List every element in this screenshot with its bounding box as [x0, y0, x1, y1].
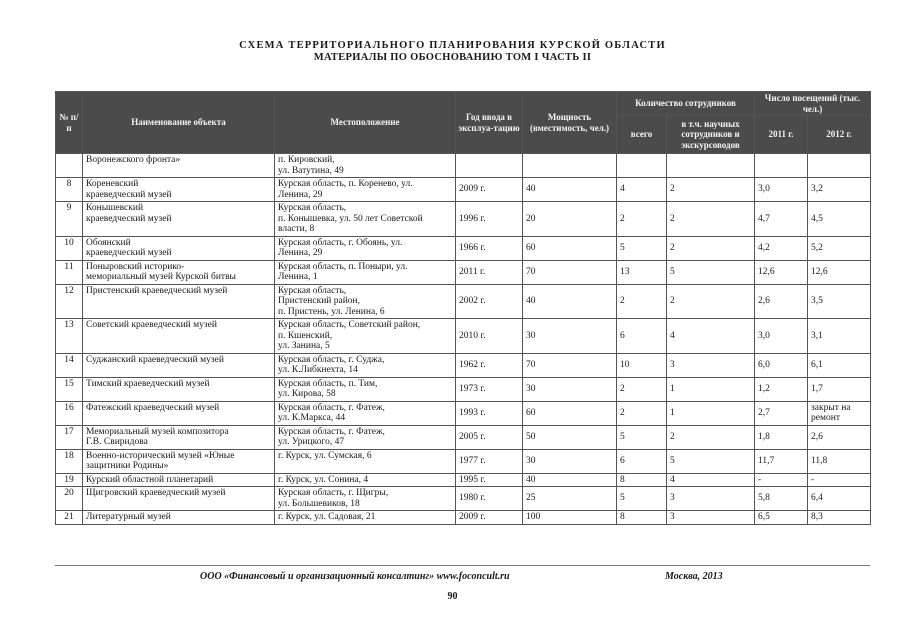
row-name: Пристенский краеведческий музей: [83, 284, 275, 319]
header-name: Наименование объекта: [83, 92, 275, 154]
header-staff-guides: в т.ч. научных сотрудников и экскурсоводов: [667, 116, 755, 154]
table-row: [56, 202, 871, 237]
row-year: 1962 г.: [456, 353, 523, 377]
row-num: 17: [56, 425, 83, 449]
row-capacity: 30: [523, 319, 617, 354]
row-location: п. Кировский, ул. Ватутина, 49: [275, 154, 456, 178]
row-capacity: [523, 154, 617, 178]
table-row: [56, 473, 871, 487]
footer-city-year: Москва, 2013: [665, 571, 723, 582]
row-year: 1977 г.: [456, 449, 523, 473]
row-year: 1993 г.: [456, 401, 523, 425]
row-year: 2011 г.: [456, 260, 523, 284]
row-year: 2005 г.: [456, 425, 523, 449]
row-year: 2009 г.: [456, 178, 523, 202]
row-year: 1973 г.: [456, 377, 523, 401]
footer-company: ООО «Финансовый и организационный консалтинг» www.foconcult.ru: [200, 571, 510, 582]
row-visits-2012: [808, 154, 871, 178]
row-visits-2012: 6,1: [808, 353, 871, 377]
row-location: Курская область, г. Фатеж, ул. Урицкого, 47: [275, 425, 456, 449]
table-header: [56, 92, 871, 154]
row-visits-2012: 3,2: [808, 178, 871, 202]
table-row: [56, 154, 871, 178]
header-staff-group: Количество сотрудников: [617, 92, 755, 116]
row-capacity: 50: [523, 425, 617, 449]
table-body: [56, 154, 871, 525]
row-location: Курская область, г. Обоянь, ул. Ленина, 29: [275, 236, 456, 260]
row-staff-total: [617, 154, 667, 178]
header-year: Год ввода в эксплуа-тацию: [456, 92, 523, 154]
row-visits-2012: -: [808, 473, 871, 487]
row-visits-2012: 6,4: [808, 487, 871, 511]
row-visits-2011: 3,0: [755, 178, 808, 202]
header-location: Местоположение: [275, 92, 456, 154]
row-visits-2012: 8,3: [808, 511, 871, 525]
footer-divider: [55, 565, 870, 566]
row-staff-total: 5: [617, 487, 667, 511]
row-staff-guides: 5: [667, 449, 755, 473]
row-name: Мемориальный музей композитора Г.В. Свиридова: [83, 425, 275, 449]
table-row: [56, 511, 871, 525]
row-name: Советский краеведческий музей: [83, 319, 275, 354]
row-staff-guides: [667, 154, 755, 178]
row-name: Тимский краеведческий музей: [83, 377, 275, 401]
row-staff-guides: 1: [667, 377, 755, 401]
row-staff-guides: 2: [667, 202, 755, 237]
row-year: [456, 154, 523, 178]
document-title: СХЕМА ТЕРРИТОРИАЛЬНОГО ПЛАНИРОВАНИЯ КУРСКОЙ ОБЛАСТИ: [239, 40, 666, 51]
row-staff-total: 6: [617, 449, 667, 473]
document-subtitle: МАТЕРИАЛЫ ПО ОБОСНОВАНИЮ ТОМ I ЧАСТЬ II: [313, 52, 592, 63]
row-num: 19: [56, 473, 83, 487]
row-visits-2011: 2,6: [755, 284, 808, 319]
row-location: Курская область, г. Суджа, ул. К.Либкнехта, 14: [275, 353, 456, 377]
row-staff-guides: 2: [667, 178, 755, 202]
row-location: Курская область, г. Фатеж, ул. К.Маркса, 44: [275, 401, 456, 425]
row-staff-total: 13: [617, 260, 667, 284]
row-staff-guides: 2: [667, 284, 755, 319]
row-staff-total: 2: [617, 401, 667, 425]
row-staff-guides: 3: [667, 353, 755, 377]
row-name: Кореневский краеведческий музей: [83, 178, 275, 202]
row-year: 2002 г.: [456, 284, 523, 319]
row-capacity: 20: [523, 202, 617, 237]
row-name: Военно-исторический музей «Юные защитники Родины»: [83, 449, 275, 473]
row-staff-total: 2: [617, 377, 667, 401]
row-staff-guides: 3: [667, 511, 755, 525]
row-visits-2012: закрыт на ремонт: [808, 401, 871, 425]
row-staff-total: 4: [617, 178, 667, 202]
table-row: [56, 425, 871, 449]
table-row: [56, 487, 871, 511]
row-visits-2012: 5,2: [808, 236, 871, 260]
table-row: [56, 284, 871, 319]
row-num: 16: [56, 401, 83, 425]
row-num: 15: [56, 377, 83, 401]
row-staff-total: 5: [617, 425, 667, 449]
row-staff-total: 8: [617, 473, 667, 487]
row-visits-2012: 12,6: [808, 260, 871, 284]
header-num: № п/п: [56, 92, 83, 154]
row-capacity: 100: [523, 511, 617, 525]
row-num: 11: [56, 260, 83, 284]
row-capacity: 30: [523, 449, 617, 473]
header-visits-2011: 2011 г.: [755, 116, 808, 154]
table-row: [56, 401, 871, 425]
row-num: 21: [56, 511, 83, 525]
row-visits-2012: 4,5: [808, 202, 871, 237]
row-visits-2011: [755, 154, 808, 178]
page-number: 90: [447, 591, 458, 602]
table-row: [56, 236, 871, 260]
row-visits-2011: 11,7: [755, 449, 808, 473]
header-visits-2012: 2012 г.: [808, 116, 871, 154]
row-staff-guides: 1: [667, 401, 755, 425]
row-location: Курская область, г. Щигры, ул. Большевиков, 18: [275, 487, 456, 511]
row-visits-2012: 3,5: [808, 284, 871, 319]
row-capacity: 40: [523, 284, 617, 319]
row-year: 1995 г.: [456, 473, 523, 487]
row-visits-2011: -: [755, 473, 808, 487]
row-location: Курская область, п. Поныри, ул. Ленина, 1: [275, 260, 456, 284]
row-staff-total: 2: [617, 202, 667, 237]
row-num: 13: [56, 319, 83, 354]
row-name: Фатежский краеведческий музей: [83, 401, 275, 425]
row-capacity: 25: [523, 487, 617, 511]
row-visits-2012: 3,1: [808, 319, 871, 354]
row-name: Конышевский краеведческий музей: [83, 202, 275, 237]
table-row: [56, 319, 871, 354]
row-num: 14: [56, 353, 83, 377]
row-capacity: 40: [523, 473, 617, 487]
row-staff-guides: 4: [667, 473, 755, 487]
row-location: г. Курск, ул. Сонина, 4: [275, 473, 456, 487]
row-name: Суджанский краеведческий музей: [83, 353, 275, 377]
row-num: 10: [56, 236, 83, 260]
row-visits-2011: 5,8: [755, 487, 808, 511]
row-num: 8: [56, 178, 83, 202]
row-staff-total: 10: [617, 353, 667, 377]
row-num: 20: [56, 487, 83, 511]
row-visits-2012: 1,7: [808, 377, 871, 401]
row-name: Литературный музей: [83, 511, 275, 525]
row-staff-total: 5: [617, 236, 667, 260]
row-visits-2011: 1,8: [755, 425, 808, 449]
row-name: Курский областной планетарий: [83, 473, 275, 487]
row-location: Курская область, п. Конышевка, ул. 50 лет Советской власти, 8: [275, 202, 456, 237]
row-visits-2012: 2,6: [808, 425, 871, 449]
row-capacity: 40: [523, 178, 617, 202]
row-num: [56, 154, 83, 178]
row-capacity: 60: [523, 236, 617, 260]
row-visits-2011: 1,2: [755, 377, 808, 401]
row-location: Курская область, Советский район, п. Кшенский, ул. Занина, 5: [275, 319, 456, 354]
row-staff-total: 8: [617, 511, 667, 525]
row-name: Обоянский краеведческий музей: [83, 236, 275, 260]
row-visits-2012: 11,8: [808, 449, 871, 473]
row-capacity: 30: [523, 377, 617, 401]
row-staff-guides: 3: [667, 487, 755, 511]
row-capacity: 70: [523, 260, 617, 284]
row-location: г. Курск, ул. Сумская, 6: [275, 449, 456, 473]
museums-table: [55, 91, 871, 525]
row-visits-2011: 12,6: [755, 260, 808, 284]
row-year: 1996 г.: [456, 202, 523, 237]
row-capacity: 70: [523, 353, 617, 377]
row-num: 18: [56, 449, 83, 473]
row-visits-2011: 2,7: [755, 401, 808, 425]
row-num: 12: [56, 284, 83, 319]
row-name: Поныровский историко- мемориальный музей Курской битвы: [83, 260, 275, 284]
row-num: 9: [56, 202, 83, 237]
row-year: 2009 г.: [456, 511, 523, 525]
row-staff-guides: 4: [667, 319, 755, 354]
header-capacity: Мощность (вместимость, чел.): [523, 92, 617, 154]
table-row: [56, 260, 871, 284]
header-visits-group: Число посещений (тыс. чел.): [755, 92, 871, 116]
row-staff-guides: 2: [667, 425, 755, 449]
header-staff-total: всего: [617, 116, 667, 154]
row-location: Курская область, п. Тим, ул. Кирова, 58: [275, 377, 456, 401]
table-row: [56, 178, 871, 202]
row-visits-2011: 4,7: [755, 202, 808, 237]
row-staff-total: 6: [617, 319, 667, 354]
row-year: 2010 г.: [456, 319, 523, 354]
row-year: 1966 г.: [456, 236, 523, 260]
row-name: Щигровский краеведческий музей: [83, 487, 275, 511]
table-row: [56, 353, 871, 377]
row-staff-total: 2: [617, 284, 667, 319]
row-visits-2011: 4,2: [755, 236, 808, 260]
row-capacity: 60: [523, 401, 617, 425]
table-row: [56, 377, 871, 401]
table-row: [56, 449, 871, 473]
row-year: 1980 г.: [456, 487, 523, 511]
row-staff-guides: 5: [667, 260, 755, 284]
row-name: Воронежского фронта»: [83, 154, 275, 178]
row-visits-2011: 6,0: [755, 353, 808, 377]
row-visits-2011: 6,5: [755, 511, 808, 525]
row-visits-2011: 3,0: [755, 319, 808, 354]
row-location: г. Курск, ул. Садовая, 21: [275, 511, 456, 525]
row-location: Курская область, Пристенский район, п. Пристень, ул. Ленина, 6: [275, 284, 456, 319]
row-location: Курская область, п. Коренево, ул. Ленина, 29: [275, 178, 456, 202]
row-staff-guides: 2: [667, 236, 755, 260]
